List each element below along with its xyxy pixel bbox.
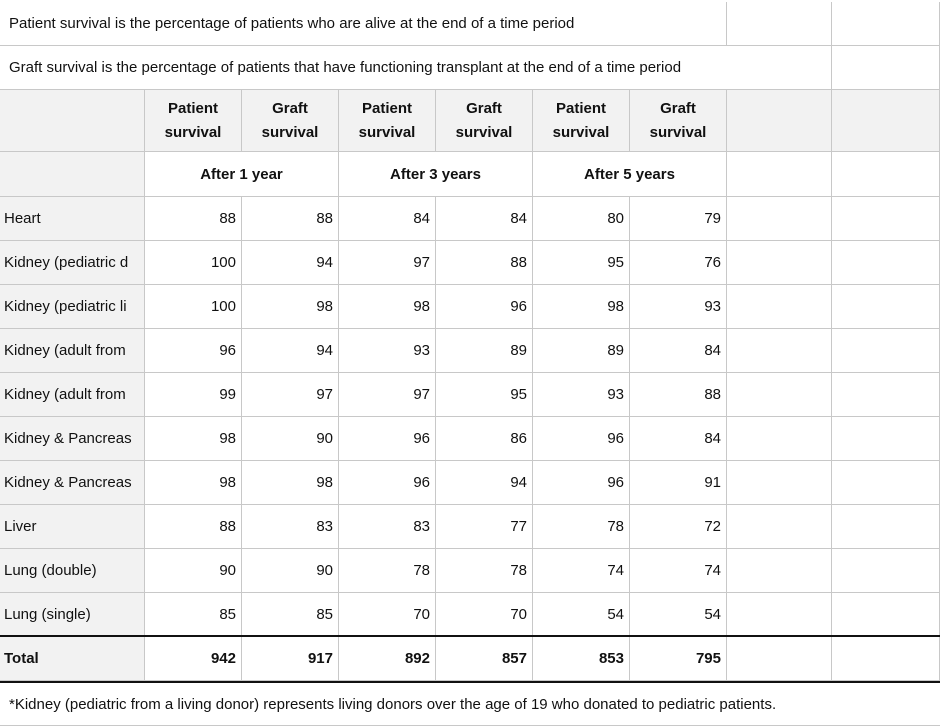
data-cell[interactable]: 90 (242, 549, 339, 593)
data-cell[interactable]: 85 (145, 593, 242, 637)
total-value[interactable]: 892 (339, 637, 436, 681)
data-cell[interactable]: 96 (436, 285, 533, 329)
data-cell[interactable]: 98 (242, 285, 339, 329)
row-label[interactable]: Lung (double) (0, 549, 145, 593)
data-cell[interactable]: 74 (533, 549, 630, 593)
column-header-line2: survival (649, 123, 707, 141)
data-cell[interactable]: 78 (339, 549, 436, 593)
column-header-line1: Graft (466, 99, 502, 117)
empty-cell[interactable] (832, 90, 940, 152)
data-cell[interactable]: 96 (145, 329, 242, 373)
total-value[interactable]: 857 (436, 637, 533, 681)
column-header-line1: Patient (167, 99, 218, 117)
empty-cell[interactable] (832, 329, 940, 373)
column-header-line1: Graft (272, 99, 308, 117)
group-corner-cell[interactable] (0, 152, 145, 197)
empty-cell[interactable] (727, 417, 832, 461)
column-header-3-graft[interactable] (436, 90, 533, 152)
data-cell[interactable]: 77 (436, 505, 533, 549)
data-cell[interactable]: 88 (242, 197, 339, 241)
data-cell[interactable]: 94 (436, 461, 533, 505)
data-cell[interactable]: 98 (339, 285, 436, 329)
data-cell[interactable]: 95 (533, 241, 630, 285)
data-cell[interactable]: 70 (339, 593, 436, 637)
row-label[interactable]: Lung (single) (0, 593, 145, 637)
data-cell[interactable]: 97 (339, 241, 436, 285)
empty-cell[interactable] (832, 637, 940, 681)
header-corner-cell[interactable] (0, 90, 145, 152)
empty-cell[interactable] (832, 417, 940, 461)
data-cell[interactable]: 98 (242, 461, 339, 505)
group-header-3-years[interactable]: After 3 years (339, 152, 533, 197)
empty-cell[interactable] (832, 373, 940, 417)
empty-cell[interactable] (727, 593, 832, 637)
data-cell[interactable]: 72 (630, 505, 727, 549)
empty-cell[interactable] (832, 549, 940, 593)
group-header-1-year[interactable]: After 1 year (145, 152, 339, 197)
data-cell[interactable]: 93 (630, 285, 727, 329)
empty-cell[interactable] (832, 461, 940, 505)
empty-cell[interactable] (727, 373, 832, 417)
data-cell[interactable]: 84 (339, 197, 436, 241)
empty-cell[interactable] (727, 2, 832, 46)
data-cell[interactable]: 93 (339, 329, 436, 373)
empty-cell[interactable] (727, 197, 832, 241)
data-cell[interactable]: 99 (145, 373, 242, 417)
data-cell[interactable]: 97 (242, 373, 339, 417)
row-label[interactable]: Kidney (pediatric d (0, 241, 145, 285)
data-cell[interactable]: 96 (533, 461, 630, 505)
empty-cell[interactable] (832, 505, 940, 549)
data-cell[interactable]: 88 (436, 241, 533, 285)
data-cell[interactable]: 90 (145, 549, 242, 593)
empty-cell[interactable] (832, 46, 940, 90)
data-cell[interactable]: 98 (145, 461, 242, 505)
empty-cell[interactable] (832, 2, 940, 46)
data-cell[interactable]: 97 (339, 373, 436, 417)
data-cell[interactable]: 96 (339, 461, 436, 505)
data-cell[interactable]: 100 (145, 241, 242, 285)
row-label[interactable]: Kidney (adult from (0, 373, 145, 417)
column-header-line1: Graft (660, 99, 696, 117)
data-cell[interactable]: 89 (533, 329, 630, 373)
empty-cell[interactable] (832, 197, 940, 241)
column-header-line2: survival (455, 123, 513, 141)
footnote[interactable]: *Kidney (pediatric from a living donor) represents living donors over the age of 19 who donated to pediatric patients. (0, 683, 940, 726)
empty-cell[interactable] (727, 461, 832, 505)
data-cell[interactable]: 94 (242, 241, 339, 285)
data-cell[interactable]: 95 (436, 373, 533, 417)
data-cell[interactable]: 83 (339, 505, 436, 549)
empty-cell[interactable] (727, 241, 832, 285)
empty-cell[interactable] (832, 152, 940, 197)
data-cell[interactable]: 80 (533, 197, 630, 241)
total-value[interactable]: 917 (242, 637, 339, 681)
column-header-line1: Patient (361, 99, 412, 117)
data-cell[interactable]: 54 (533, 593, 630, 637)
data-cell[interactable]: 79 (630, 197, 727, 241)
column-header-3-patient[interactable] (339, 90, 436, 152)
patient-survival-definition[interactable]: Patient survival is the percentage of patients who are alive at the end of a time period (0, 2, 727, 46)
column-header-line2: survival (358, 123, 416, 141)
empty-cell[interactable] (727, 329, 832, 373)
row-label[interactable]: Liver (0, 505, 145, 549)
data-cell[interactable]: 88 (630, 373, 727, 417)
data-cell[interactable]: 84 (630, 417, 727, 461)
data-cell[interactable]: 78 (533, 505, 630, 549)
total-value[interactable]: 942 (145, 637, 242, 681)
empty-cell[interactable] (727, 549, 832, 593)
data-cell[interactable]: 90 (242, 417, 339, 461)
data-cell[interactable]: 54 (630, 593, 727, 637)
row-label[interactable]: Kidney & Pancreas (0, 417, 145, 461)
data-cell[interactable]: 70 (436, 593, 533, 637)
row-label[interactable]: Heart (0, 197, 145, 241)
data-cell[interactable]: 98 (145, 417, 242, 461)
empty-cell[interactable] (727, 152, 832, 197)
empty-cell[interactable] (832, 285, 940, 329)
data-cell[interactable]: 98 (533, 285, 630, 329)
row-label[interactable]: Kidney & Pancreas (0, 461, 145, 505)
row-label[interactable]: Kidney (pediatric li (0, 285, 145, 329)
data-cell[interactable]: 96 (339, 417, 436, 461)
empty-cell[interactable] (832, 593, 940, 637)
row-label[interactable]: Kidney (adult from (0, 329, 145, 373)
data-cell[interactable]: 91 (630, 461, 727, 505)
data-cell[interactable]: 88 (145, 505, 242, 549)
empty-cell[interactable] (727, 637, 832, 681)
column-header-line2: survival (552, 123, 610, 141)
empty-cell[interactable] (832, 241, 940, 285)
data-cell[interactable]: 88 (145, 197, 242, 241)
column-header-line2: survival (261, 123, 319, 141)
data-cell[interactable]: 100 (145, 285, 242, 329)
data-cell[interactable]: 83 (242, 505, 339, 549)
column-header-5-graft[interactable] (630, 90, 727, 152)
column-header-line2: survival (164, 123, 222, 141)
total-value[interactable]: 853 (533, 637, 630, 681)
data-cell[interactable]: 85 (242, 593, 339, 637)
data-cell[interactable]: 74 (630, 549, 727, 593)
data-cell[interactable]: 84 (630, 329, 727, 373)
data-cell[interactable]: 89 (436, 329, 533, 373)
column-header-1-graft[interactable] (242, 90, 339, 152)
data-cell[interactable]: 96 (533, 417, 630, 461)
graft-survival-definition[interactable]: Graft survival is the percentage of patients that have functioning transplant at the end of a time period (0, 46, 832, 90)
data-cell[interactable]: 93 (533, 373, 630, 417)
data-cell[interactable]: 94 (242, 329, 339, 373)
empty-cell[interactable] (727, 285, 832, 329)
data-cell[interactable]: 86 (436, 417, 533, 461)
data-cell[interactable]: 84 (436, 197, 533, 241)
total-value[interactable]: 795 (630, 637, 727, 681)
data-cell[interactable]: 76 (630, 241, 727, 285)
total-label[interactable]: Total (0, 637, 145, 681)
column-header-line1: Patient (555, 99, 606, 117)
empty-cell[interactable] (727, 90, 832, 152)
empty-cell[interactable] (727, 505, 832, 549)
group-header-5-years[interactable]: After 5 years (533, 152, 727, 197)
column-header-5-patient[interactable] (533, 90, 630, 152)
column-header-1-patient[interactable] (145, 90, 242, 152)
data-cell[interactable]: 78 (436, 549, 533, 593)
